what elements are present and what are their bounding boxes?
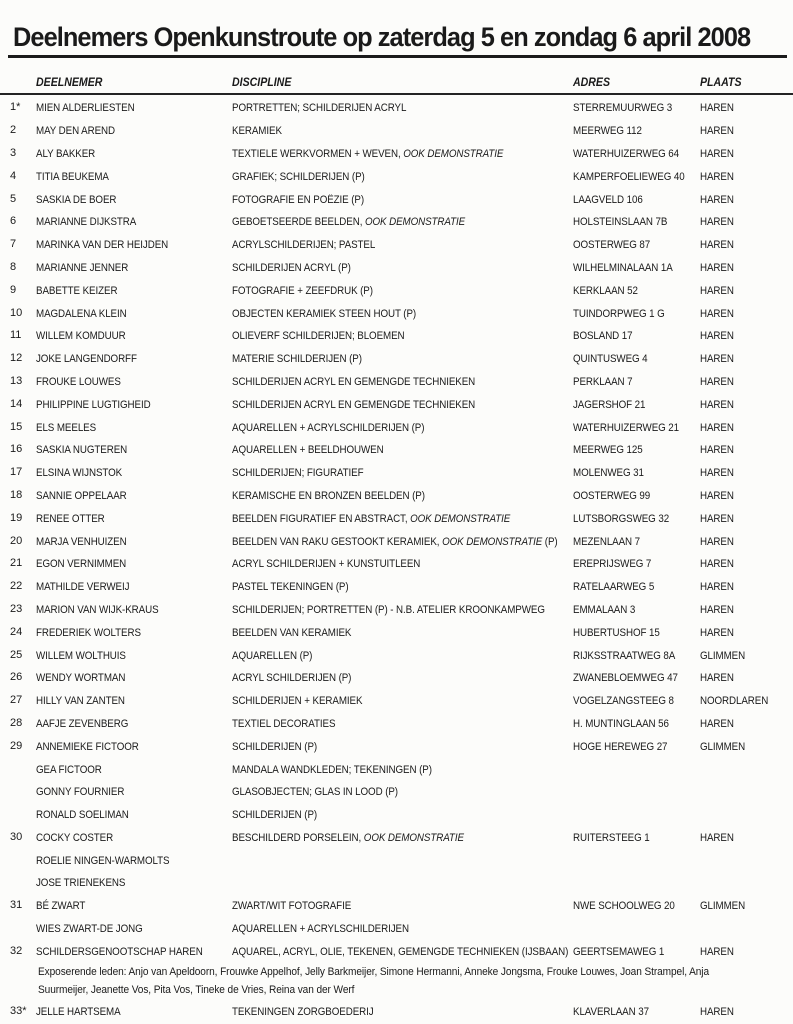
row-plaats: GLIMMEN [700, 900, 746, 913]
row-discipline: ACRYL SCHILDERIJEN (P) [232, 672, 352, 685]
row-number: 18 [10, 488, 23, 501]
row-adres [573, 873, 700, 891]
table-row [0, 803, 793, 826]
row-plaats: GLIMMEN [700, 740, 746, 753]
table-row [0, 187, 793, 210]
row-adres: EREPRIJSWEG 7 [573, 558, 652, 571]
row-deelnemer: SASKIA NUGTEREN [36, 444, 128, 457]
row-plaats: HAREN [700, 1005, 734, 1018]
row-plaats: HAREN [700, 421, 734, 434]
row-adres: MEERWEG 112 [573, 125, 642, 138]
table-row [0, 939, 793, 962]
row-plaats [700, 805, 793, 823]
row-plaats: NOORDLAREN [700, 695, 769, 708]
row-adres: VOGELZANGSTEEG 8 [573, 695, 674, 708]
row-plaats [700, 760, 793, 778]
row-deelnemer: MARIANNE JENNER [36, 261, 129, 274]
row-plaats: HAREN [700, 216, 734, 229]
row-deelnemer: WILLEM KOMDUUR [36, 330, 126, 343]
row-number: 8 [10, 260, 17, 273]
row-deelnemer: PHILIPPINE LUGTIGHEID [36, 398, 151, 411]
row-plaats: HAREN [700, 672, 734, 685]
row-adres: MOLENWEG 31 [573, 467, 644, 480]
row-deelnemer: MARIANNE DIJKSTRA [36, 216, 137, 229]
row-discipline: FOTOGRAFIE + ZEEFDRUK (P) [232, 284, 373, 297]
row-plaats: HAREN [700, 626, 734, 639]
row-adres: HUBERTUSHOF 15 [573, 626, 660, 639]
row-adres: NWE SCHOOLWEG 20 [573, 900, 675, 913]
row-adres: ZWANEBLOEMWEG 47 [573, 672, 678, 685]
row-plaats: HAREN [700, 307, 734, 320]
row-discipline: TEXTIEL DECORATIES [232, 717, 336, 730]
row-number: 16 [10, 443, 23, 456]
page-title: Deelnemers Openkunstroute op zaterdag 5 en zondag 6 april 2008 [13, 22, 751, 53]
row-plaats [700, 782, 793, 800]
row-discipline: BEELDEN FIGURATIEF EN ABSTRACT, OOK DEMONSTRATIE [232, 512, 511, 525]
row-discipline: ACRYL SCHILDERIJEN + KUNSTUITLEEN [232, 558, 421, 571]
row-discipline: AQUARELLEN (P) [232, 649, 313, 662]
row-discipline: GRAFIEK; SCHILDERIJEN (P) [232, 170, 365, 183]
row-number: 11 [10, 329, 22, 342]
row-number: 23 [10, 602, 23, 615]
table-row [0, 461, 793, 484]
row-discipline: BEELDEN VAN RAKU GESTOOKT KERAMIEK, OOK DEMONSTRATIE (P) [232, 535, 558, 548]
row-plaats: HAREN [700, 261, 734, 274]
row-discipline: SCHILDERIJEN ACRYL (P) [232, 261, 351, 274]
table-row [0, 575, 793, 598]
row-number: 32 [10, 944, 23, 957]
row-number: 27 [10, 694, 23, 707]
row-discipline: SCHILDERIJEN ACRYL EN GEMENGDE TECHNIEKEN [232, 375, 476, 388]
row-plaats: HAREN [700, 102, 734, 115]
row-number: 3 [10, 146, 17, 159]
row-adres: RATELAARWEG 5 [573, 581, 655, 594]
row-plaats: HAREN [700, 831, 734, 844]
table-row [0, 370, 793, 393]
row-plaats: HAREN [700, 467, 734, 480]
row-number: 9 [10, 283, 17, 296]
row-adres: KLAVERLAAN 37 [573, 1005, 649, 1018]
table-row [0, 848, 793, 871]
row-discipline: TEXTIELE WERKVORMEN + WEVEN, OOK DEMONSTRATIE [232, 147, 504, 160]
table-row [0, 643, 793, 666]
row-adres: JAGERSHOF 21 [573, 398, 646, 411]
title-divider [8, 55, 787, 58]
row-discipline: SCHILDERIJEN; FIGURATIEF [232, 467, 364, 480]
row-adres: WATERHUIZERWEG 21 [573, 421, 680, 434]
table-row [0, 780, 793, 803]
row-plaats: HAREN [700, 330, 734, 343]
row-adres: PERKLAAN 7 [573, 375, 633, 388]
table-row [0, 438, 793, 461]
row-number: 24 [10, 625, 23, 638]
row-deelnemer: JOKE LANGENDORFF [36, 353, 137, 366]
row-deelnemer: JOSE TRIENEKENS [36, 877, 126, 890]
row-discipline: AQUARELLEN + ACRYLSCHILDERIJEN (P) [232, 421, 425, 434]
row-deelnemer: MARINKA VAN DER HEIJDEN [36, 239, 169, 252]
members-note-line: Suurmeijer, Jeanette Vos, Pita Vos, Tineke de Vries, Reina van der Werf [38, 984, 355, 997]
row-adres: OOSTERWEG 87 [573, 239, 651, 252]
table-row [0, 689, 793, 712]
row-discipline: GLASOBJECTEN; GLAS IN LOOD (P) [232, 786, 398, 799]
row-discipline: BEELDEN VAN KERAMIEK [232, 626, 352, 639]
row-adres: RUITERSTEEG 1 [573, 831, 650, 844]
row-plaats [700, 873, 793, 891]
row-deelnemer: MARJA VENHUIZEN [36, 535, 127, 548]
row-adres: HOLSTEINSLAAN 7B [573, 216, 668, 229]
row-number: 4 [10, 169, 17, 182]
row-plaats: HAREN [700, 193, 734, 206]
row-plaats: HAREN [700, 489, 734, 502]
row-deelnemer: RENEE OTTER [36, 512, 105, 525]
table-row [0, 999, 793, 1022]
row-plaats: HAREN [700, 512, 734, 525]
table-row [0, 871, 793, 894]
table-row [0, 734, 793, 757]
table-row [0, 917, 793, 940]
row-adres: WATERHUIZERWEG 64 [573, 147, 680, 160]
row-discipline: ACRYLSCHILDERIJEN; PASTEL [232, 239, 376, 252]
row-discipline: BESCHILDERD PORSELEIN, OOK DEMONSTRATIE [232, 831, 464, 844]
table-row [0, 666, 793, 689]
row-number: 2 [10, 124, 17, 137]
row-discipline: SCHILDERIJEN (P) [232, 740, 318, 753]
table-row [0, 757, 793, 780]
row-plaats: HAREN [700, 717, 734, 730]
row-number: 1* [10, 101, 21, 114]
row-number: 31 [10, 899, 23, 912]
row-deelnemer: RONALD SOELIMAN [36, 809, 129, 822]
table-row [0, 119, 793, 142]
row-number: 25 [10, 648, 23, 661]
row-discipline: AQUARELLEN + BEELDHOUWEN [232, 444, 384, 457]
row-adres: LUTSBORGSWEG 32 [573, 512, 670, 525]
row-number: 7 [10, 238, 17, 251]
row-adres: BOSLAND 17 [573, 330, 633, 343]
row-adres: H. MUNTINGLAAN 56 [573, 717, 669, 730]
row-number: 30 [10, 830, 23, 843]
row-deelnemer: ANNEMIEKE FICTOOR [36, 740, 139, 753]
row-plaats: GLIMMEN [700, 649, 746, 662]
row-plaats [700, 919, 793, 937]
row-discipline: SCHILDERIJEN; PORTRETTEN (P) - N.B. ATELIER KROONKAMPWEG [232, 603, 545, 616]
table-row [0, 894, 793, 917]
row-number: 5 [10, 192, 17, 205]
row-plaats: HAREN [700, 945, 734, 958]
row-deelnemer: BÉ ZWART [36, 900, 86, 913]
row-discipline: MATERIE SCHILDERIJEN (P) [232, 353, 362, 366]
row-adres: TUINDORPWEG 1 G [573, 307, 665, 320]
row-plaats: HAREN [700, 170, 734, 183]
row-deelnemer: HILLY VAN ZANTEN [36, 695, 125, 708]
row-number: 14 [10, 397, 23, 410]
table-row [0, 164, 793, 187]
row-number: 10 [10, 306, 23, 319]
header-divider [0, 93, 793, 95]
table-row [0, 415, 793, 438]
row-deelnemer: WENDY WORTMAN [36, 672, 126, 685]
row-adres: EMMALAAN 3 [573, 603, 636, 616]
table-row [0, 278, 793, 301]
row-plaats [700, 851, 793, 869]
row-discipline: OLIEVERF SCHILDERIJEN; BLOEMEN [232, 330, 405, 343]
row-number: 13 [10, 374, 23, 387]
table-row [0, 506, 793, 529]
table-row [0, 598, 793, 621]
row-deelnemer: GEA FICTOOR [36, 763, 102, 776]
row-adres: GEERTSEMAWEG 1 [573, 945, 665, 958]
row-discipline: SCHILDERIJEN ACRYL EN GEMENGDE TECHNIEKEN [232, 398, 476, 411]
table-row [0, 324, 793, 347]
row-adres: STERREMUURWEG 3 [573, 102, 673, 115]
row-discipline: AQUARELLEN + ACRYLSCHILDERIJEN [232, 923, 409, 936]
row-deelnemer: SANNIE OPPELAAR [36, 489, 127, 502]
row-deelnemer: EGON VERNIMMEN [36, 558, 127, 571]
row-discipline: SCHILDERIJEN + KERAMIEK [232, 695, 363, 708]
row-deelnemer: AAFJE ZEVENBERG [36, 717, 129, 730]
row-deelnemer: FROUKE LOUWES [36, 375, 121, 388]
row-adres [573, 760, 700, 778]
row-number: 19 [10, 511, 23, 524]
row-plaats: HAREN [700, 558, 734, 571]
row-adres: LAAGVELD 106 [573, 193, 643, 206]
row-plaats: HAREN [700, 147, 734, 160]
table-row [0, 210, 793, 233]
header-discipline: DISCIPLINE [232, 77, 292, 89]
row-discipline: KERAMISCHE EN BRONZEN BEELDEN (P) [232, 489, 425, 502]
participants-table [0, 96, 793, 1022]
table-row [0, 142, 793, 165]
row-adres [573, 805, 700, 823]
row-number: 26 [10, 671, 23, 684]
header-plaats: PLAATS [700, 77, 742, 89]
row-deelnemer: ALY BAKKER [36, 147, 96, 160]
header-adres: ADRES [573, 77, 611, 89]
table-row [0, 256, 793, 279]
row-number: 17 [10, 466, 23, 479]
table-row [0, 347, 793, 370]
row-adres [573, 782, 700, 800]
row-number: 21 [10, 557, 23, 570]
table-row [0, 826, 793, 849]
row-discipline: PORTRETTEN; SCHILDERIJEN ACRYL [232, 102, 407, 115]
row-deelnemer: MATHILDE VERWEIJ [36, 581, 130, 594]
row-number: 12 [10, 352, 23, 365]
row-deelnemer: BABETTE KEIZER [36, 284, 118, 297]
row-discipline: KERAMIEK [232, 125, 282, 138]
row-number: 6 [10, 215, 17, 228]
row-adres [573, 851, 700, 869]
table-row [0, 233, 793, 256]
row-discipline: ZWART/WIT FOTOGRAFIE [232, 900, 352, 913]
row-deelnemer: GONNY FOURNIER [36, 786, 125, 799]
row-discipline: TEKENINGEN ZORGBOEDERIJ [232, 1005, 374, 1018]
row-number: 28 [10, 716, 23, 729]
row-deelnemer: ELSINA WIJNSTOK [36, 467, 123, 480]
table-row [0, 552, 793, 575]
row-adres: MEERWEG 125 [573, 444, 643, 457]
members-note-line: Exposerende leden: Anjo van Apeldoorn, Frouwke Appelhof, Jelly Barkmeijer, Simone Hermanni, Anneke Jongsma, Frouke Louwes, Joan Strampel, Anja [38, 965, 709, 978]
row-deelnemer: JELLE HARTSEMA [36, 1005, 121, 1018]
row-plaats: HAREN [700, 125, 734, 138]
row-deelnemer: SCHILDERSGENOOTSCHAP HAREN [36, 945, 203, 958]
row-deelnemer: ELS MEELES [36, 421, 97, 434]
row-deelnemer: FREDERIEK WOLTERS [36, 626, 141, 639]
row-deelnemer: COCKY COSTER [36, 831, 114, 844]
table-row [0, 529, 793, 552]
row-plaats: HAREN [700, 581, 734, 594]
row-deelnemer: MARION VAN WIJK-KRAUS [36, 603, 159, 616]
row-plaats: HAREN [700, 353, 734, 366]
row-discipline: FOTOGRAFIE EN POËZIE (P) [232, 193, 365, 206]
table-row [0, 712, 793, 735]
row-plaats: HAREN [700, 603, 734, 616]
row-adres: HOGE HEREWEG 27 [573, 740, 668, 753]
row-adres: MEZENLAAN 7 [573, 535, 641, 548]
row-discipline: OBJECTEN KERAMIEK STEEN HOUT (P) [232, 307, 417, 320]
row-plaats: HAREN [700, 444, 734, 457]
row-discipline: AQUAREL, ACRYL, OLIE, TEKENEN, GEMENGDE TECHNIEKEN (IJSBAAN) [232, 945, 569, 958]
row-deelnemer: MAY DEN AREND [36, 125, 116, 138]
row-discipline: GEBOETSEERDE BEELDEN, OOK DEMONSTRATIE [232, 216, 466, 229]
row-discipline: MANDALA WANDKLEDEN; TEKENINGEN (P) [232, 763, 432, 776]
row-number: 22 [10, 580, 23, 593]
header-deelnemer: DEELNEMER [36, 77, 103, 89]
table-row [0, 484, 793, 507]
row-discipline: SCHILDERIJEN (P) [232, 809, 318, 822]
row-deelnemer: WIES ZWART-DE JONG [36, 923, 143, 936]
row-deelnemer: MAGDALENA KLEIN [36, 307, 127, 320]
row-deelnemer: SASKIA DE BOER [36, 193, 117, 206]
row-plaats: HAREN [700, 375, 734, 388]
row-adres: QUINTUSWEG 4 [573, 353, 648, 366]
table-row [0, 96, 793, 119]
row-adres: KERKLAAN 52 [573, 284, 638, 297]
row-deelnemer: ROELIE NINGEN-WARMOLTS [36, 854, 170, 867]
table-row [0, 392, 793, 415]
row-discipline [232, 851, 573, 869]
row-number: 15 [10, 420, 23, 433]
row-plaats: HAREN [700, 535, 734, 548]
row-adres: KAMPERFOELIEWEG 40 [573, 170, 685, 183]
row-adres: RIJKSSTRAATWEG 8A [573, 649, 676, 662]
row-adres: WILHELMINALAAN 1A [573, 261, 673, 274]
row-deelnemer: MIEN ALDERLIESTEN [36, 102, 135, 115]
row-deelnemer: TITIA BEUKEMA [36, 170, 109, 183]
row-number: 29 [10, 739, 23, 752]
table-row [0, 620, 793, 643]
row-adres [573, 919, 700, 937]
row-plaats: HAREN [700, 239, 734, 252]
row-deelnemer: WILLEM WOLTHUIS [36, 649, 126, 662]
row-adres: OOSTERWEG 99 [573, 489, 651, 502]
row-plaats: HAREN [700, 398, 734, 411]
row-number: 33* [10, 1004, 27, 1017]
row-number: 20 [10, 534, 23, 547]
row-discipline: PASTEL TEKENINGEN (P) [232, 581, 349, 594]
table-row [0, 301, 793, 324]
table-header-row [0, 72, 793, 92]
row-discipline [232, 873, 573, 891]
row-plaats: HAREN [700, 284, 734, 297]
